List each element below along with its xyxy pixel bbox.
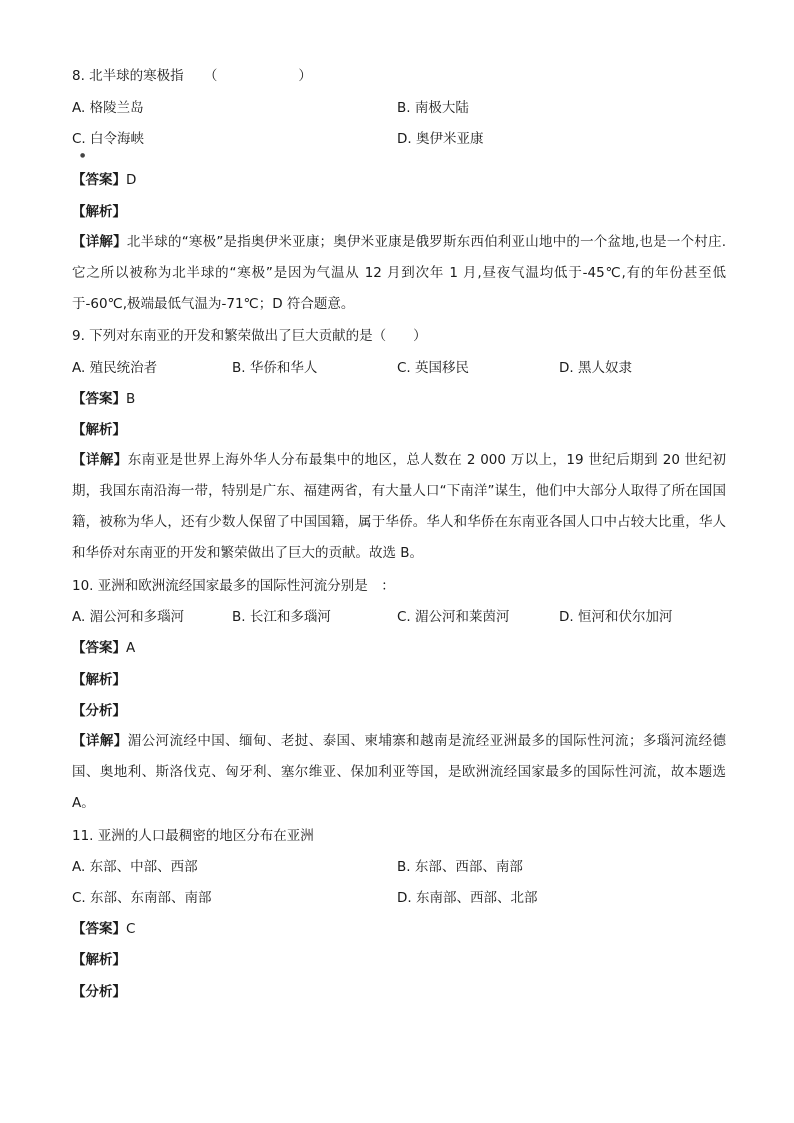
q8-detail <box>72 227 726 320</box>
q10-answer-tag: 【答案】 <box>72 640 126 656</box>
q11-option-a: A. 东部、中部、西部 <box>72 859 198 875</box>
q11-analyze-tag: 【分析】 <box>72 984 126 1000</box>
q11-answer-value: C <box>126 921 136 937</box>
q10-answer-value: A <box>126 640 136 656</box>
q8-answer <box>72 170 136 190</box>
q10-analyze-tag: 【分析】 <box>72 703 126 719</box>
q10-option-a: A. 湄公河和多瑙河 <box>72 609 185 625</box>
q9-answer-value: B <box>126 391 136 407</box>
q10-detail <box>72 726 726 819</box>
q9-option-c: C. 英国移民 <box>397 360 470 376</box>
q11-analysis-tag: 【解析】 <box>72 952 126 968</box>
q9-answer <box>72 389 135 409</box>
q9-detail <box>72 445 726 569</box>
q8-detail-tag: 【详解】 <box>72 234 127 250</box>
q10-stem: 10. 亚洲和欧洲流经国家最多的国际性河流分别是 ： <box>72 578 395 594</box>
q9-analysis-tag: 【解析】 <box>72 422 126 438</box>
q8-option-a: A. 格陵兰岛 <box>72 100 144 116</box>
stray-dot-mark: ● <box>80 152 86 159</box>
q11-option-b: B. 东部、西部、南部 <box>397 859 523 875</box>
q8-option-b: B. 南极大陆 <box>397 100 469 116</box>
q11-option-c: C. 东部、东南部、南部 <box>72 890 212 906</box>
q10-option-b: B. 长江和多瑙河 <box>232 609 331 625</box>
q8-answer-value: D <box>126 172 137 188</box>
q9-stem: 9. 下列对东南亚的开发和繁荣做出了巨大贡献的是（ ） <box>72 328 427 344</box>
q10-option-d: D. 恒河和伏尔加河 <box>559 609 673 625</box>
q10-answer <box>72 638 135 658</box>
q8-option-d: D. 奥伊米亚康 <box>397 131 484 147</box>
q10-detail-text: 湄公河流经中国、缅甸、老挝、泰国、柬埔寨和越南是流经亚洲最多的国际性河流；多瑙河流经德国、奥地利、斯洛伐克、匈牙利、塞尔维亚、保加利亚等国，是欧洲流经国家最多的国际性河流，故本题选 A。 <box>72 733 727 811</box>
q8-detail-text: 北半球的“寒极”是指奥伊米亚康；奥伊米亚康是俄罗斯东西伯利亚山地中的一个盆地,也是一个村庄.它之所以被称为北半球的“寒极”是因为气温从 12 月到次年 1 月,昼夜气温均低于-45℃,有的年份甚至低于-60℃,极端最低气温为-71℃；D 符合题意。 <box>72 234 726 312</box>
q9-detail-text: 东南亚是世界上海外华人分布最集中的地区，总人数在 2 000 万以上，19 世纪后期到 20 世纪初期，我国东南沿海一带，特别是广东、福建两省，有大量人口“下南洋”谋生，他们中大部分人取得了所在国国籍，被称为华人，还有少数人保留了中国国籍，属于华侨。华人和华侨在东南亚各国人口中占较大比重，华人和华侨对东南亚的开发和繁荣做出了巨大的贡献。故选 B。 <box>72 452 727 561</box>
q11-answer <box>72 919 135 939</box>
q9-option-d: D. 黑人奴隶 <box>559 360 632 376</box>
q9-option-b: B. 华侨和华人 <box>232 360 318 376</box>
q11-option-d: D. 东南部、西部、北部 <box>397 890 538 906</box>
q9-option-a: A. 殖民统治者 <box>72 360 158 376</box>
q10-option-c: C. 湄公河和莱茵河 <box>397 609 510 625</box>
q9-detail-tag: 【详解】 <box>72 452 128 468</box>
q8-answer-tag: 【答案】 <box>72 172 126 188</box>
q11-stem: 11. 亚洲的人口最稠密的地区分布在亚洲 <box>72 828 314 844</box>
q8-stem: 8. 北半球的寒极指 （ ） <box>72 68 312 84</box>
q10-detail-tag: 【详解】 <box>72 733 128 749</box>
q8-analysis-tag: 【解析】 <box>72 204 126 220</box>
q11-answer-tag: 【答案】 <box>72 921 126 937</box>
q8-option-c: C. 白令海峡 <box>72 131 145 147</box>
q10-analysis-tag: 【解析】 <box>72 672 126 688</box>
q9-answer-tag: 【答案】 <box>72 391 126 407</box>
